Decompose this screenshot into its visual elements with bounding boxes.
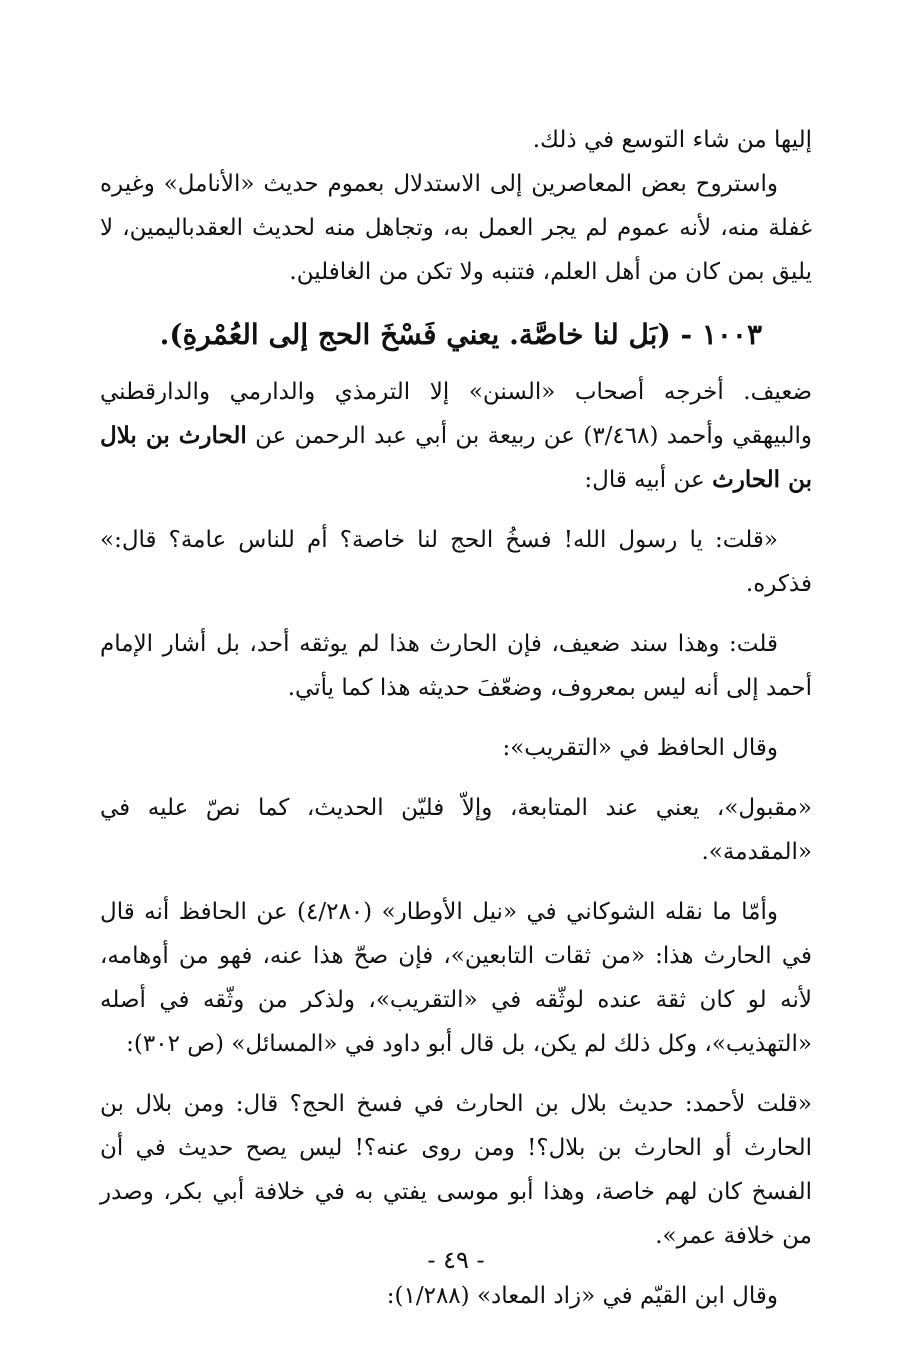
quote-ahmad: «قلت لأحمد: حديث بلال بن الحارث في فسخ الحج؟ قال: ومن بلال بن الحارث أو الحارث بن بلال؟! ومن روى عنه؟! ليس يصح حديث في أن الفسخ كان لهم خاصة، وهذا أبو موسى يفتي به في خلافة أبي بكر، وصدر من خلافة عمر».: [100, 1091, 812, 1249]
narrator-name: الحارث بن بلال بن الحارث: [100, 422, 812, 493]
takhrij-text-end: عن أبيه قال:: [584, 467, 713, 493]
quote-maqbul: «مقبول»، يعني عند المتابعة، وإلاّ فليّن الحديث، كما نصّ عليه في «المقدمة».: [100, 795, 812, 865]
quote-hadith-text: «قلت: يا رسول الله! فسخُ الحج لنا خاصة؟ أم للناس عامة؟ قال:» فذكره.: [100, 527, 812, 597]
paragraph-contemporaries: واستروح بعض المعاصرين إلى الاستدلال بعموم حديث «الأنامل» وغيره غفلة منه، لأنه عموم لم يجر العمل به، وتجاهل منه لحديث العقدباليمين، لا يليق بمن كان من أهل العلم، فتنبه ولا تكن من الغافلين.: [100, 171, 812, 285]
paragraph-shawkani: وأمّا ما نقله الشوكاني في «نيل الأوطار» (٤/٢٨٠) عن الحافظ أنه قال في الحارث هذا: «من ثقات التابعين»، فإن صحّ هذا عنه، فهو من أوهامه، لأنه لو كان ثقة عنده لوثّقه في «التقريب»، ولذكر من وثّقه في أصله «التهذيب»، وكل ذلك لم يكن، بل قال أبو داود في «المسائل» (ص ٣٠٢):: [100, 899, 812, 1057]
paragraph-continuation: إليها من شاء التوسع في ذلك.: [532, 127, 812, 153]
paragraph-takhrij: [100, 370, 812, 502]
page-body: [100, 118, 812, 1318]
paragraph-ibn-qayyim: وقال ابن القيّم في «زاد المعاد» (١/٢٨٨):: [386, 1283, 778, 1309]
paragraph-weak-chain: قلت: وهذا سند ضعيف، فإن الحارث هذا لم يوثقه أحد، بل أشار الإمام أحمد إلى أنه ليس بمعروف، وضعّفَ حديثه هذا كما يأتي.: [100, 631, 812, 701]
paragraph-hafiz-taqrib: وقال الحافظ في «التقريب»:: [502, 735, 778, 761]
hadith-heading: ١٠٠٣ - (بَل لنا خاصَّة. يعني فَسْخَ الحج إلى العُمْرةِ).: [159, 318, 762, 351]
page-number: - ٤٩ -: [427, 1246, 485, 1274]
takhrij-text-start: ضعيف. أخرجه أصحاب «السنن» إلا الترمذي والدارمي والدارقطني والبيهقي وأحمد (٣/٤٦٨) عن ربيعة بن أبي عبد الرحمن عن: [100, 379, 812, 449]
